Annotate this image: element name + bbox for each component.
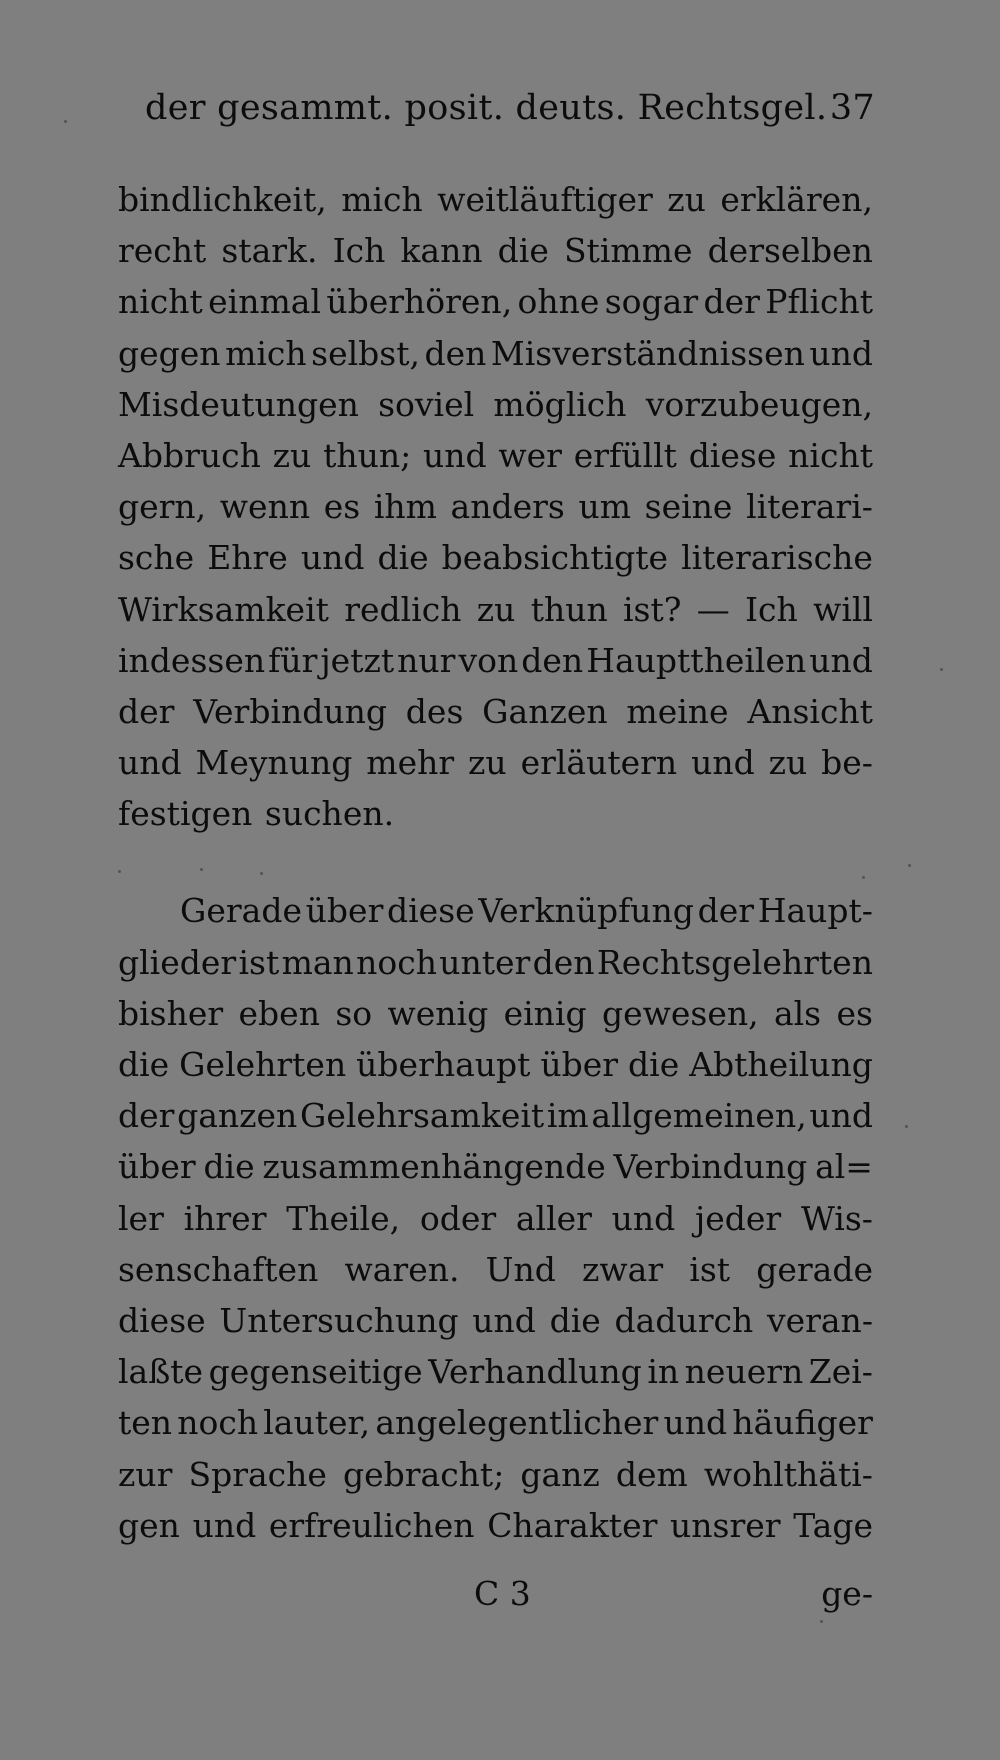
word: jeder bbox=[695, 1198, 782, 1238]
text-line bbox=[118, 1346, 873, 1397]
word: ganzen bbox=[177, 1096, 298, 1136]
word: Misverständnissen bbox=[490, 333, 805, 373]
word: überhaupt bbox=[356, 1045, 531, 1084]
word: Ich bbox=[332, 231, 386, 271]
word: erfüllt bbox=[573, 435, 677, 475]
word: be- bbox=[821, 743, 873, 783]
word: des bbox=[405, 691, 464, 731]
scan-speck bbox=[862, 876, 865, 879]
word: thun; bbox=[323, 435, 412, 475]
word: von bbox=[458, 640, 519, 680]
word: und bbox=[118, 743, 182, 783]
catchword: ge- bbox=[821, 1574, 873, 1613]
body-text bbox=[118, 174, 873, 1551]
page-footer bbox=[118, 1574, 873, 1630]
word: die bbox=[377, 538, 429, 578]
word: lauter, bbox=[263, 1403, 371, 1443]
word: zwar bbox=[582, 1249, 664, 1289]
word: gen bbox=[118, 1505, 180, 1545]
word: über bbox=[305, 891, 384, 931]
text-line bbox=[118, 328, 873, 379]
word: Ansicht bbox=[747, 691, 873, 731]
word: zur bbox=[118, 1454, 173, 1494]
scan-speck bbox=[118, 870, 121, 873]
word: nicht bbox=[118, 282, 203, 322]
word: weitläuftiger bbox=[437, 180, 653, 219]
word: die bbox=[628, 1045, 680, 1084]
scan-speck bbox=[905, 1125, 908, 1128]
word: dadurch bbox=[614, 1300, 754, 1340]
word: gerade bbox=[756, 1249, 873, 1289]
word: wenn bbox=[219, 487, 311, 527]
word: zu bbox=[768, 743, 808, 783]
word: den bbox=[521, 640, 584, 680]
word: gern, bbox=[118, 487, 207, 527]
word: Untersuchung bbox=[219, 1300, 459, 1340]
word: die bbox=[203, 1147, 255, 1187]
word: um bbox=[578, 487, 632, 527]
word: Wirksamkeit bbox=[118, 589, 329, 629]
word: und bbox=[300, 538, 365, 578]
word: Tage bbox=[793, 1505, 873, 1545]
word: gewesen, bbox=[601, 993, 759, 1033]
word: und bbox=[809, 333, 873, 373]
text-line bbox=[118, 481, 873, 532]
word: Misdeutungen bbox=[118, 384, 359, 424]
word: Zei- bbox=[808, 1352, 873, 1392]
word: bindlichkeit, bbox=[118, 180, 327, 219]
word: senschaften bbox=[118, 1249, 319, 1289]
word: beabsichtigte bbox=[441, 538, 669, 578]
word: Abbruch bbox=[118, 435, 261, 475]
word: zu bbox=[468, 743, 507, 783]
word: Ich bbox=[745, 589, 798, 629]
word: al= bbox=[815, 1147, 873, 1187]
word: Verknüpfung bbox=[478, 891, 694, 931]
word: mich bbox=[341, 180, 423, 219]
scan-speck bbox=[908, 864, 911, 867]
running-head bbox=[145, 88, 875, 148]
word: will bbox=[813, 589, 873, 629]
word: ganz bbox=[520, 1454, 600, 1494]
word: dem bbox=[615, 1454, 688, 1494]
word: mich bbox=[225, 333, 307, 373]
word: derselben bbox=[707, 231, 873, 271]
word: sche bbox=[118, 538, 195, 578]
word: eben bbox=[238, 993, 320, 1033]
word: man bbox=[281, 942, 354, 982]
text-line bbox=[118, 1039, 873, 1090]
text-line bbox=[118, 430, 873, 481]
word: die bbox=[497, 231, 549, 271]
word: erläutern bbox=[520, 743, 678, 783]
word: glieder bbox=[118, 942, 237, 982]
word: und bbox=[663, 1403, 728, 1443]
text-line bbox=[118, 276, 873, 327]
word: zu bbox=[272, 435, 312, 475]
word: zu bbox=[667, 180, 706, 219]
word: und bbox=[691, 743, 755, 783]
word: über bbox=[118, 1147, 196, 1187]
word: nicht bbox=[788, 435, 873, 475]
word: kann bbox=[400, 231, 483, 271]
word: aller bbox=[515, 1198, 592, 1238]
text-line bbox=[118, 885, 873, 936]
word: der bbox=[697, 891, 755, 931]
word: zusammenhängende bbox=[262, 1147, 606, 1187]
text-line bbox=[118, 225, 873, 276]
word: gebracht; bbox=[342, 1454, 505, 1494]
word: wohlthäti- bbox=[703, 1454, 873, 1494]
page-number: 37 bbox=[829, 88, 875, 128]
text-line bbox=[118, 686, 873, 737]
word: soviel bbox=[378, 384, 475, 424]
text-line bbox=[118, 584, 873, 635]
word: veran- bbox=[766, 1300, 873, 1340]
word: unter bbox=[439, 942, 531, 982]
word: es bbox=[323, 487, 361, 527]
word: meine bbox=[626, 691, 729, 731]
word: literari- bbox=[746, 487, 873, 527]
word: neuern bbox=[684, 1352, 804, 1392]
word: Ehre bbox=[207, 538, 288, 578]
word: sogar bbox=[604, 282, 699, 322]
word: bisher bbox=[118, 993, 224, 1033]
text-line bbox=[118, 1449, 873, 1500]
word: vorzubeugen, bbox=[645, 384, 873, 424]
word: so bbox=[335, 993, 373, 1033]
paragraph-gap bbox=[118, 839, 873, 885]
word: anders bbox=[450, 487, 565, 527]
text-line bbox=[118, 988, 873, 1039]
word: erfreulichen bbox=[268, 1505, 475, 1545]
word: diese bbox=[387, 891, 475, 931]
word: stark. bbox=[221, 231, 318, 271]
word: jetzt bbox=[320, 640, 395, 680]
word: zu bbox=[476, 589, 516, 629]
word: und bbox=[611, 1198, 676, 1238]
word: waren. bbox=[344, 1249, 460, 1289]
word: Pflicht bbox=[765, 282, 873, 322]
word: und bbox=[809, 640, 873, 680]
word: indessen bbox=[118, 640, 266, 680]
word: Charakter bbox=[487, 1505, 658, 1545]
word: erklären, bbox=[720, 180, 873, 219]
word: überhören, bbox=[326, 282, 513, 322]
word: Gelehrsamkeit bbox=[299, 1096, 545, 1136]
word: gegen bbox=[118, 333, 221, 373]
text-line bbox=[118, 1141, 873, 1192]
word: wer bbox=[498, 435, 562, 475]
word: die bbox=[549, 1300, 601, 1340]
word: Gerade bbox=[180, 891, 302, 931]
word: mehr bbox=[366, 743, 455, 783]
word: als bbox=[773, 993, 822, 1033]
word: den bbox=[424, 333, 487, 373]
text-line bbox=[118, 379, 873, 430]
text-line bbox=[118, 532, 873, 583]
word: für bbox=[268, 640, 318, 680]
word: recht bbox=[118, 231, 207, 271]
word: seine bbox=[644, 487, 733, 527]
word: Stimme bbox=[563, 231, 693, 271]
text-line bbox=[118, 174, 873, 225]
word: in bbox=[647, 1352, 680, 1392]
scan-speck bbox=[820, 1620, 823, 1623]
word: den bbox=[532, 942, 595, 982]
word: und bbox=[472, 1300, 536, 1340]
word: Meynung bbox=[195, 743, 353, 783]
running-title: der gesammt. posit. deuts. Rechtsgel. bbox=[145, 88, 828, 128]
word: selbst, bbox=[311, 333, 420, 373]
word: Wis- bbox=[800, 1198, 873, 1238]
word: — bbox=[696, 589, 730, 629]
word: der bbox=[118, 691, 175, 731]
word: Theile, bbox=[286, 1198, 401, 1238]
word: möglich bbox=[493, 384, 627, 424]
word: ohne bbox=[517, 282, 600, 322]
word: Sprache bbox=[188, 1454, 327, 1494]
scan-speck bbox=[940, 668, 943, 671]
word: Verbindung bbox=[193, 691, 388, 731]
word: ten bbox=[118, 1403, 173, 1443]
word: Haupt- bbox=[757, 891, 873, 931]
text-line bbox=[118, 1500, 873, 1551]
word: ist bbox=[238, 942, 280, 982]
signature-mark: C 3 bbox=[474, 1574, 531, 1613]
word: Haupttheilen bbox=[586, 640, 807, 680]
word: ist bbox=[689, 1249, 731, 1289]
text-line bbox=[118, 1244, 873, 1295]
word: redlich bbox=[344, 589, 462, 629]
word: Verbindung bbox=[613, 1147, 808, 1187]
word: ist? bbox=[623, 589, 682, 629]
text-line bbox=[118, 737, 873, 788]
word: und bbox=[422, 435, 487, 475]
word: allgemeinen, bbox=[591, 1096, 807, 1136]
word: ihm bbox=[373, 487, 437, 527]
word: ler bbox=[118, 1198, 164, 1238]
word: laßte bbox=[118, 1352, 204, 1392]
word: gegenseitige bbox=[208, 1352, 423, 1392]
text-line bbox=[118, 1397, 873, 1448]
word: der bbox=[703, 282, 760, 322]
word: über bbox=[540, 1045, 619, 1084]
scan-speck bbox=[64, 120, 67, 123]
text-line bbox=[118, 635, 873, 686]
word: diese bbox=[118, 1300, 206, 1340]
word: Rechtsgelehrten bbox=[596, 942, 873, 982]
text-line bbox=[118, 1193, 873, 1244]
word: thun bbox=[530, 589, 608, 629]
word: diese bbox=[688, 435, 777, 475]
text-line: festigen suchen. bbox=[118, 794, 395, 834]
word: Und bbox=[485, 1249, 556, 1289]
word: die bbox=[118, 1045, 170, 1084]
word: angelegentlicher bbox=[375, 1403, 659, 1443]
word: nur bbox=[397, 640, 456, 680]
word: wenig bbox=[387, 993, 489, 1033]
word: im bbox=[546, 1096, 589, 1136]
word: noch bbox=[356, 942, 437, 982]
word: Verhandlung bbox=[428, 1352, 642, 1392]
word: Ganzen bbox=[482, 691, 608, 731]
word: und bbox=[192, 1505, 257, 1545]
word: oder bbox=[419, 1198, 497, 1238]
word: ihrer bbox=[183, 1198, 267, 1238]
word: häufiger bbox=[732, 1403, 873, 1443]
word: einig bbox=[503, 993, 587, 1033]
word: und bbox=[809, 1096, 873, 1136]
word: Abtheilung bbox=[689, 1045, 873, 1084]
word: unsrer bbox=[670, 1505, 781, 1545]
text-line bbox=[118, 1090, 873, 1141]
text-line bbox=[118, 937, 873, 988]
word: noch bbox=[177, 1403, 259, 1443]
word: Gelehrten bbox=[179, 1045, 347, 1084]
scan-speck bbox=[260, 872, 263, 875]
scan-speck bbox=[200, 868, 203, 871]
word: literarische bbox=[681, 538, 873, 578]
word: es bbox=[836, 993, 873, 1033]
word: einmal bbox=[208, 282, 321, 322]
text-line bbox=[118, 1295, 873, 1346]
word: der bbox=[118, 1096, 175, 1136]
